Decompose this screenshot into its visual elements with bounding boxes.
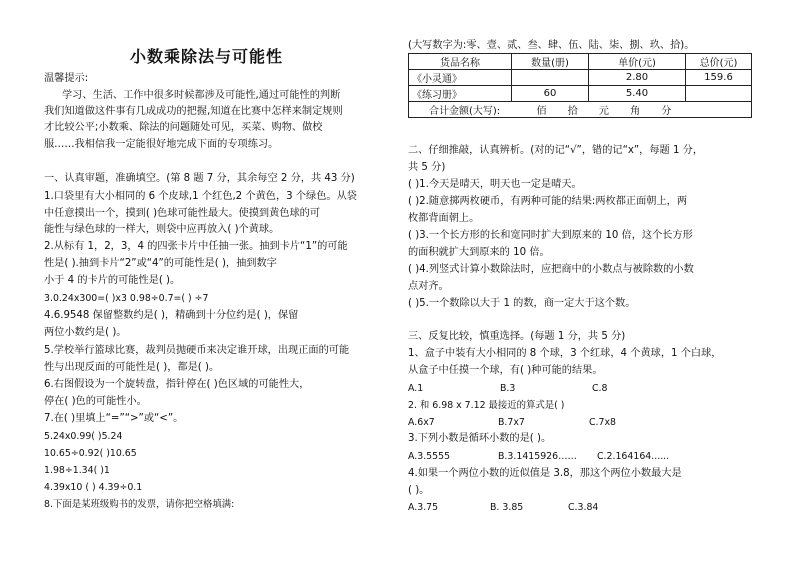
invoice-header-cell: 总价(元) (686, 54, 752, 70)
question-line: 2.从标有 1，2，3，4 的四张卡片中任抽一张。抽到卡片“1”的可能 (44, 241, 348, 252)
choice-question: 2. 和 6.98 x 7.12 最接近的算式是( ) (408, 400, 565, 411)
tips-line: 我们知道做这件事有几成成功的把握,知道在比赛中怎样来制定规则 (44, 106, 343, 117)
invoice-table (408, 53, 752, 118)
unit-label: 元 (598, 106, 609, 117)
tips-heading: 温馨提示: (44, 73, 89, 84)
judgement-item: ( )3.一个长方形的长和宽同时扩大到原来的 10 倍，这个长方形 (408, 230, 693, 241)
choice-option[interactable]: A.3.5555 (408, 451, 451, 462)
section3-heading: 三、反复比较，慎重选择。(每题 1 分，共 5 分) (408, 331, 626, 342)
invoice-row (409, 70, 752, 86)
tips-line: 学习、生活、工作中很多时候都涉及可能性,通过可能性的判断 (62, 90, 341, 101)
compare-item: 5.24x0.99( )5.24 (44, 431, 123, 442)
judgement-item: 点对齐。 (408, 281, 449, 292)
choice-option[interactable]: B.3 (500, 383, 516, 394)
question-line: 小于 4 的卡片的可能性是( )。 (44, 275, 181, 286)
section1-heading: 一、认真审题，准确填空。(第 8 题 7 分，其余每空 2 分，共 43 分) (44, 173, 355, 184)
invoice-cell: 5.40 (589, 86, 686, 102)
question-line: 性与出现反面的可能性是( )，都是( )。 (44, 362, 220, 373)
invoice-caption: (大写数字为:零、壹、贰、叁、肆、伍、陆、柒、捌、玖、拾)。 (408, 40, 695, 51)
choice-option[interactable]: A.3.75 (408, 502, 439, 513)
invoice-header-row (409, 54, 752, 70)
total-label: 合计金额(大写): (429, 106, 501, 117)
unit-label: 拾 (567, 106, 578, 117)
section2-heading: 二、仔细推敲，认真辨析。(对的记“√”，错的记“x”，每题 1 分， (408, 145, 704, 156)
page-title: 小数乘除法与可能性 (130, 47, 284, 66)
section2-heading-cont: 共 5 分) (408, 162, 446, 173)
choice-option[interactable]: A.6x7 (408, 417, 435, 428)
choice-question: 从盒子中任摸一个球，有( )种可能的结果。 (408, 365, 603, 376)
question-line: 7.在( )里填上“=”“>”或“<”。 (44, 413, 184, 424)
choice-option[interactable]: B. 3.85 (490, 502, 524, 513)
invoice-cell: 159.6 (686, 70, 752, 86)
judgement-item: ( )1.今天是晴天，明天也一定是晴天。 (408, 179, 582, 190)
invoice-total-row (409, 102, 752, 118)
question-line: 性是( ).抽到卡片“2”或“4”的可能性是( )，抽到数字 (44, 258, 277, 269)
unit-label: 分 (661, 106, 672, 117)
question-line: 两位小数约是( )。 (44, 327, 127, 338)
question-line: 8.下面是某班级购书的发票，请你把空格填满: (44, 499, 235, 510)
compare-item: 1.98÷1.34( )1 (44, 465, 110, 476)
choice-question: 4.如果一个两位小数的近似值是 3.8，那这个两位小数最大是 (408, 468, 682, 479)
invoice-cell: 60 (512, 86, 589, 102)
tips-line: 服……我相信我一定能很好地完成下面的专项练习。 (44, 139, 279, 150)
invoice-cell: 《小灵通》 (409, 70, 512, 86)
unit-label: 角 (630, 106, 641, 117)
question-line: 中任意摸出一个，摸到( )色球可能性最大。使摸到黄色球的可 (44, 208, 321, 219)
choice-option[interactable]: A.1 (408, 383, 424, 394)
invoice-cell: 2.80 (589, 70, 686, 86)
judgement-item: ( )2.随意掷两枚硬币，有两种可能的结果:两枚都正面朝上，两 (408, 196, 688, 207)
invoice-cell: 《练习册》 (409, 86, 512, 102)
compare-item: 4.39x10 ( ) 4.39÷0.1 (44, 482, 143, 493)
unit-label: 佰 (536, 106, 547, 117)
question-line: 6.右图假设为一个旋转盘，指针停在( )色区域的可能性大， (44, 379, 310, 390)
question-line: 4.6.9548 保留整数约是( )，精确到十分位约是( )，保留 (44, 310, 299, 321)
choice-option[interactable]: C.2.164164...... (597, 451, 670, 462)
choice-option[interactable]: C.3.84 (568, 502, 599, 513)
judgement-item: 枚都背面朝上。 (408, 213, 480, 224)
question-line: 5.学校举行篮球比赛，裁判员抛硬币来决定谁开球，出现正面的可能 (44, 345, 350, 356)
invoice-total-cell[interactable] (409, 102, 752, 118)
tips-line: 才比较公平;小数乘、除法的问题随处可见，买菜、购物、做校 (44, 122, 323, 133)
choice-question: ( )。 (408, 485, 430, 496)
invoice-cell-blank[interactable] (512, 70, 589, 86)
compare-item: 10.65÷0.92( )10.65 (44, 448, 137, 459)
invoice-cell-blank[interactable] (686, 86, 752, 102)
invoice-header-cell: 数量(册) (512, 54, 589, 70)
question-line: 3.0.24x300=( )x3 0.98÷0.7=( ) ÷7 (44, 293, 209, 304)
invoice-row (409, 86, 752, 102)
choice-question: 1、盒子中装有大小相同的 8 个球，3 个红球，4 个黄球，1 个白球， (408, 348, 722, 359)
judgement-item: 的面积就扩大到原来的 10 倍。 (408, 247, 550, 258)
choice-question: 3.下列小数是循环小数的是( )。 (408, 433, 552, 444)
choice-option[interactable]: B.7x7 (498, 417, 525, 428)
choice-option[interactable]: C.7x8 (589, 417, 617, 428)
judgement-item: ( )5.一个数除以大于 1 的数，商一定大于这个数。 (408, 298, 636, 309)
choice-option[interactable]: C.8 (592, 383, 608, 394)
invoice-header-cell: 货品名称 (409, 54, 512, 70)
judgement-item: ( )4.列竖式计算小数除法时，应把商中的小数点与被除数的小数 (408, 264, 694, 275)
question-line: 停在( )色的可能性小。 (44, 396, 147, 407)
question-line: 能性与绿色球的一样大，则袋中应再放入( )个黄球。 (44, 224, 280, 235)
choice-option[interactable]: B.3.1415926…… (498, 451, 577, 462)
invoice-header-cell: 单价(元) (589, 54, 686, 70)
question-line: 1.口袋里有大小相同的 6 个皮球,1 个红色,2 个黄色，3 个绿色。从袋 (44, 191, 357, 202)
